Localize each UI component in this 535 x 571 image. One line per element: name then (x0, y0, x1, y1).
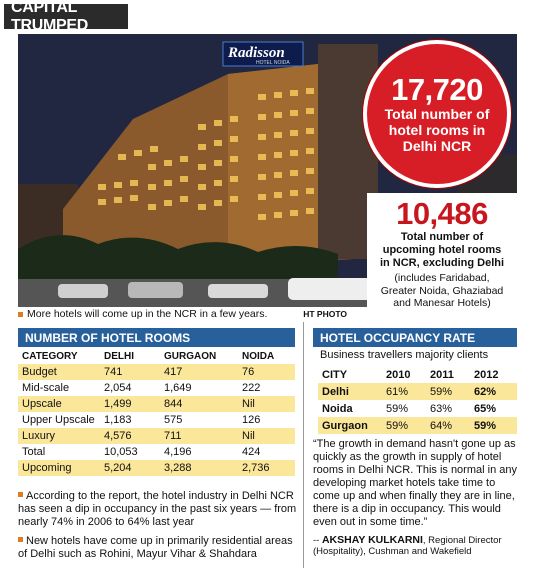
cell-gurgaon: 844 (160, 396, 238, 412)
cell-noida: Nil (238, 396, 295, 412)
occ-col-2012: 2012 (474, 368, 499, 381)
upcoming-note-1: (includes Faridabad, (394, 272, 490, 284)
total-rooms-label-3: Delhi NCR (402, 138, 472, 154)
occ-col-2011: 2011 (430, 368, 454, 381)
kicker-bar (0, 0, 535, 33)
attribution-role: , Regional Director (Hospitality), Cushman and Wakefield (313, 535, 502, 557)
hotel-rooms-table (18, 348, 295, 476)
occ-col-2010: 2010 (386, 368, 411, 381)
upcoming-label-3: in NCR, excluding Delhi (379, 257, 505, 269)
cell-delhi: 2,054 (100, 380, 160, 396)
cell-2012: 62% (470, 383, 517, 400)
expert-quote: “The growth in demand hasn't gone up as quickly as the growth in supply of hotel rooms in Delhi NCR. This is normal in any developing market hotels take time to come up and when finally they are in line, there is a dip in occupancy. This would even out in some time.” (313, 438, 517, 528)
cell-2012: 65% (470, 400, 517, 417)
cell-noida: Nil (238, 428, 295, 444)
cell-city: Noida (318, 400, 382, 417)
cell-delhi: 5,204 (100, 460, 160, 476)
cell-gurgaon: 4,196 (160, 444, 238, 460)
photo-credit: HT PHOTO (303, 309, 347, 319)
table-row (18, 380, 295, 396)
hotel-sign: Radisson (228, 45, 285, 61)
upcoming-rooms-box (367, 193, 517, 319)
attribution-name: AKSHAY KULKARNI (321, 534, 423, 546)
cell-2011: 59% (426, 383, 470, 400)
photo-caption-text: More hotels will come up in the NCR in a few years. (27, 308, 268, 320)
cell-noida: 424 (238, 444, 295, 460)
kicker-label: CAPITAL TRUMPED (4, 4, 128, 29)
upcoming-label-1: Total number of (400, 231, 484, 243)
cell-gurgaon: 417 (160, 364, 238, 380)
occupancy-table (318, 366, 517, 434)
total-rooms-number: 17,720 (391, 72, 483, 107)
cell-2010: 61% (382, 383, 426, 400)
occupancy-subtitle: Business travellers majority clients (320, 349, 489, 361)
cell-noida: 222 (238, 380, 295, 396)
cell-2010: 59% (382, 417, 426, 434)
rooms-header-row (18, 348, 295, 364)
cell-city: Gurgaon (318, 417, 382, 434)
cell-category: Luxury (18, 428, 100, 444)
cell-category: Budget (18, 364, 100, 380)
cell-city: Delhi (318, 383, 382, 400)
rooms-col-category: CATEGORY (18, 348, 100, 364)
cell-2011: 63% (426, 400, 470, 417)
hotel-sign-sub: HOTEL NOIDA (256, 60, 290, 66)
cell-category: Upcoming (18, 460, 100, 476)
cell-delhi: 10,053 (100, 444, 160, 460)
bullet-square-icon (18, 312, 23, 317)
cell-delhi: 741 (100, 364, 160, 380)
cell-noida: 76 (238, 364, 295, 380)
table-row (18, 460, 295, 476)
table-row (18, 364, 295, 380)
attribution-prefix: -- (313, 535, 322, 546)
total-rooms-label-2: hotel rooms in (388, 122, 486, 138)
cell-2010: 59% (382, 400, 426, 417)
cell-gurgaon: 3,288 (160, 460, 238, 476)
rooms-col-delhi: DELHI (100, 348, 160, 364)
table-row (18, 428, 295, 444)
bullet-square-icon (18, 537, 23, 542)
cell-noida: 126 (238, 412, 295, 428)
note-text: New hotels have come up in primarily residential areas of Delhi such as Rohini, Mayur Vihar & Shahdara (18, 535, 293, 560)
upcoming-rooms-number: 10,486 (396, 196, 488, 231)
cell-category: Upper Upscale (18, 412, 100, 428)
table-row (318, 417, 517, 434)
upcoming-note-2: Greater Noida, Ghaziabad (380, 284, 504, 297)
note-new-hotels (18, 535, 303, 561)
cell-gurgaon: 575 (160, 412, 238, 428)
note-occupancy-dip (18, 490, 303, 529)
cell-category: Total (18, 444, 100, 460)
cell-category: Mid-scale (18, 380, 100, 396)
cell-delhi: 1,183 (100, 412, 160, 428)
note-text: According to the report, the hotel industry in Delhi NCR has seen a dip in occupancy in the past six years — from nearly 74% in 2006 to 64% last year (18, 490, 297, 528)
cell-delhi: 4,576 (100, 428, 160, 444)
cell-delhi: 1,499 (100, 396, 160, 412)
total-rooms-badge (363, 40, 511, 188)
occupancy-header-row (318, 366, 517, 383)
upcoming-note-3: and Manesar Hotels) (393, 297, 491, 309)
cell-gurgaon: 711 (160, 428, 238, 444)
total-rooms-label-1: Total number of (384, 106, 490, 122)
column-divider (303, 322, 304, 568)
occ-col-city: CITY (322, 368, 348, 381)
table-row (318, 383, 517, 400)
bullet-square-icon (18, 492, 23, 497)
cell-gurgaon: 1,649 (160, 380, 238, 396)
rooms-section-header: NUMBER OF HOTEL ROOMS (18, 328, 295, 347)
table-row (18, 444, 295, 460)
rooms-col-noida: NOIDA (238, 348, 295, 364)
occupancy-section-header: HOTEL OCCUPANCY RATE (313, 328, 517, 347)
cell-noida: 2,736 (238, 460, 295, 476)
table-row (318, 400, 517, 417)
quote-attribution (313, 535, 528, 557)
photo-caption-strip (18, 307, 517, 321)
table-row (18, 396, 295, 412)
cell-category: Upscale (18, 396, 100, 412)
cell-2012: 59% (470, 417, 517, 434)
table-row (18, 412, 295, 428)
rooms-col-gurgaon: GURGAON (160, 348, 238, 364)
cell-2011: 64% (426, 417, 470, 434)
photo-caption (18, 308, 267, 320)
upcoming-label-2: upcoming hotel rooms (382, 244, 502, 256)
